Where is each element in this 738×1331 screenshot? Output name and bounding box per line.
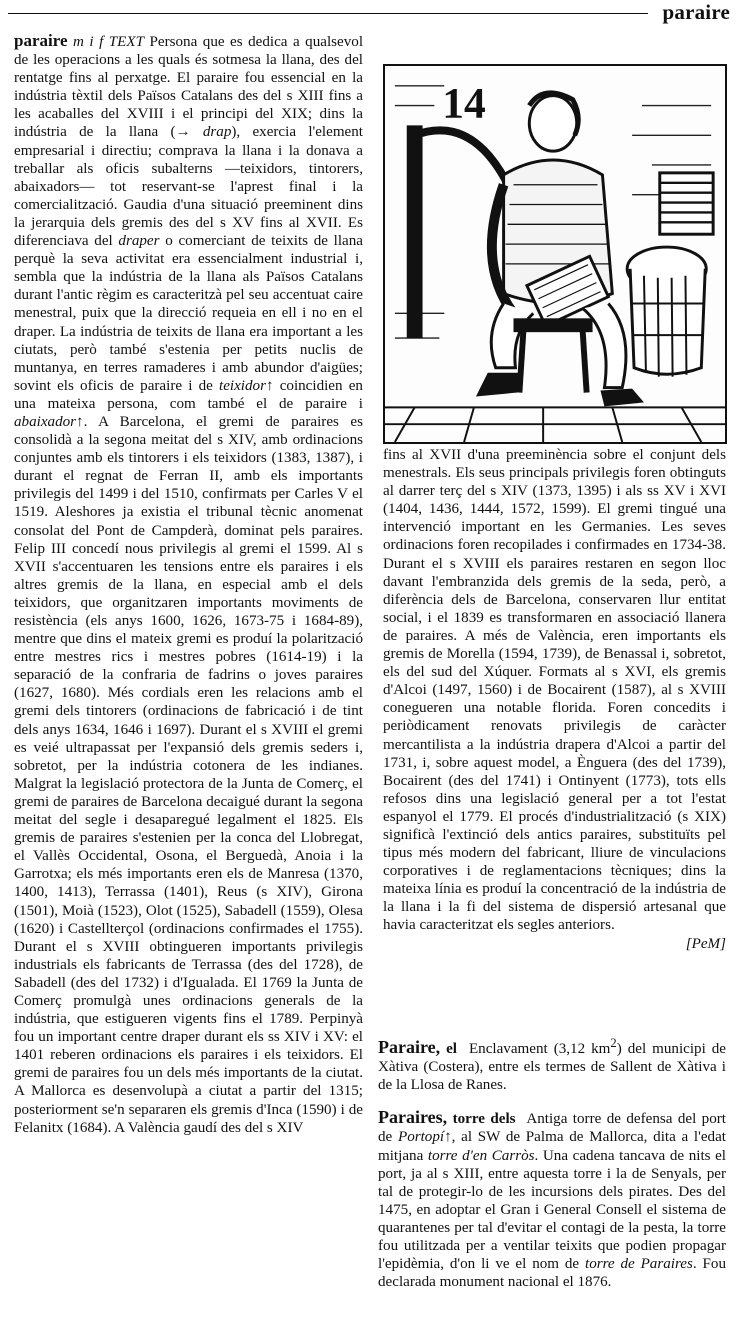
headword-paraire-el: Paraire,: [378, 1037, 441, 1058]
cross-ref-drap: drap: [202, 124, 232, 141]
entry-paraire-el: [378, 1034, 726, 1094]
entry-text: ), exercia l'element empresarial i directiu; comprava la llana i la donava a treballar als oficis subalterns —teixidors, tintorers, abaixadors— tot reservant-se l'aprest final i la comercialització. Gaudia d'una situació preeminent dins la jerarquia dels gremis des del s XV fins al XVII. Es diferenciava del: [14, 124, 363, 250]
entry-text: Enclavament (3,12 km: [468, 1041, 611, 1058]
headword-paraire: paraire: [14, 32, 68, 50]
entry-text: . Fou declarada monument nacional el 1876.: [378, 1256, 726, 1291]
entry-text: . A Barcelona, el gremi de paraires es consolidà a la segona meitat del s XIV, amb ordinacions conjuntes amb els tintorers i els teixidors (1383, 1387), i durant el regnat de Ferran II, amb els importants privilegis del 1499 i del 1510, confirmats per Carles V el 1519. Aleshores ja existia el tribunal tècnic anomenat consolat del Pont de Campderà, dominat pels paraires. Felip III concedí nous privilegis al gremi el 1599. Al s XVII s'accentuaren les tensions entre els paraires i els altres gremis de la llana, en especial amb el dels teixidors, que organitzaren importants moviments de resistència (els anys 1600, 1626, 1673-75 i 1684-89), mentre que dins el mateix gremi es produí la polarització entre mestres rics i mestres pobres (1614-19) i la separació de la confraria de fadrins o joves paraires (1627, 1680). Més cordials eren les relacions amb el gremi dels tintorers (ordinacions de fabricació i de tint dels anys 1634, 1646 i 1697). Durant el s XVIII el gremi es veié ultrapassat per l'expansió dels gremis seders i, sobretot, per la indústria cotonera de les indianes. Malgrat la legislació protectora de la Junta de Comerç, el gremi de paraires de Barcelona decaigué durant la segona meitat del segle i desaparegué legalment el 1825. Els gremis de paraires s'estenien per la conca del Llobregat, el Vallès Occidental, Osona, el Berguedà, Anoia i la Garrotxa; els més importants eren els de Manresa (1370, 1400, 1413), Terrassa (1401), Reus (s XIV), Girona (1501), Moià (1523), Olot (1525), Sabadell (1559), Olesa (1620) i Castellterçol (ordinacions confirmades el 1755). Durant el s XVIII obtingueren importants privilegis industrials els fabricants de Terrassa (des del 1728), de Sabadell (des del 1732) i d'Igualada. El 1769 la Junta de Comerç promulgà unes ordinacions generals de la indústria, que estigueren vigents fins el 1789. Perpinyà fou un important centre draper durant els ss XIV i XV: el 1401 reberen ordinacions els paraires i els teixidors. El gremi de paraires fou un dels més importants de la ciutat. A Mallorca es desenvolupà a ciutat a partir del 1315; posteriorment se'n separaren els gremis d'Inca (1590) i de Felanitx (1684). A València gaudí des del s XIV: [14, 413, 363, 1136]
entry-torre-paraires: [378, 1108, 726, 1291]
left-column: [14, 32, 363, 1328]
right-column-lower: [378, 1034, 726, 1330]
woodcut-paraire-image: [385, 66, 725, 442]
headword-paraires: Paraires,: [378, 1107, 448, 1128]
entry-paraire-continued: fins al XVII d'una preeminència sobre el conjunt dels menestrals. Els seus principals privilegis foren obtinguts al darrer terç del s XIV (1373, 1395) i als ss XV i XVI (1404, 1436, 1444, 1572, 1599). El gremi tingué una intervenció important en les Germanies. Les seves ordinacions foren recopilades i confirmades en 1734-38. Durant el s XVIII els paraires restaren en segon lloc davant l'embranzida dels gremis de la seda, però, a diferència dels de Barcelona, conservaren llur entitat social, i el 1839 es transformaren en associació llanera de paraires. A més de València, eren importants els gremis de Morella (1594, 1739), de Benassal i, sobretot, els del sud del Xúquer. Formats al s XVI, els gremis d'Alcoi (1497, 1560) i de Bocairent (1587), al s XVIII conegueren una notable florida. Foren concedits i periòdicament renovats privilegis de caràcter mercantilista a la indústria drapera d'Alcoi a partir del 1731, i, sobre aquest model, a Ènguera (des del 1739), Bocairent (des del 1741) i Ontinyent (1773), tots ells refosos dins una legislació general per a tot l'estat espanyol el 1779. El procés d'industrialització (s XIX) significà l'extinció dels antics paraires, substituïts pel tipus més modern del fabricant, lliure de vinculacions corporatives i de reglamentacions tècniques; dins la mateixa línia es produí la concentració de la indústria de la llana i la fi del sistema de dispersió artesanal que havia caracteritzat els segles anteriors.: [383, 447, 726, 934]
grammar-label: m i f TEXT: [73, 34, 144, 50]
header-rule: [8, 13, 648, 14]
right-column-upper: [383, 446, 726, 1026]
entry-text: o comerciant de teixits de llana perquè la seva activitat era essencialment industrial i, sembla que la indústria de la llana als Països Catalans durant l'antic règim es caracteritzà pel seu accentuat caire menestral, puix que la direcció requeia en ell i no en el draper. La indústria de teixits de llana era important a les ciutats, però també s'estenia per petits nuclis de muntanya, en terres ramaderes i amb abundor d'aigües; sovint els oficis de paraire i de: [14, 233, 363, 394]
running-head: paraire: [662, 0, 730, 24]
entry-text: coincidien en una mateixa persona, com també el de paraire i: [14, 377, 363, 412]
entry-text: ) del municipi de Xàtiva (Costera), entre els termes de Sallent de Xàtiva i de la Llosa de Ranes.: [378, 1041, 726, 1094]
headword-article: torre dels: [452, 1111, 516, 1128]
author-signature: [PeM]: [685, 935, 726, 952]
cross-ref-draper: draper: [118, 233, 160, 250]
cross-ref-teixidor: teixidor↑: [219, 377, 274, 394]
cross-ref-abaixador: abaixador↑: [14, 413, 84, 430]
entry-text: Persona que es dedica a qualsevol de les operacions a les quals és sotmesa la llana, des del rentatge fins al perxatge. El paraire fou essencial en la indústria tèxtil dels Països Catalans des del s XIII fins a les acaballes del XVIII i el principi del XIX; dins la indústria de la llana (→: [14, 34, 363, 141]
superscript-2: 2: [610, 1036, 617, 1050]
woodcut-illustration: [383, 64, 727, 444]
alt-name-carros: torre d'en Carròs: [427, 1147, 535, 1164]
entry-text: . Una cadena tancava de nits el port, ja al s XIII, entre aquesta torre i la de Senyals, per tal de protegir-lo de les incursions dels pirates. Des del 1475, en adoptar el Gran i General Consell el sistema de quarantenes per tal d'evitar el contagi de la pesta, la torre fou utilitzada per a ventilar teixits que podien propagar l'epidèmia, d'on li ve el nom de: [378, 1147, 726, 1273]
alt-name-paraires: torre de Paraires: [585, 1256, 693, 1273]
entry-text: , al SW de Palma de Mallorca, dita a l'edat mitjana: [378, 1129, 726, 1164]
cross-ref-portopi: Portopí↑: [397, 1129, 452, 1146]
plate-number: 14: [442, 79, 486, 128]
entry-text: Antiga torre de defensa del port de: [378, 1111, 726, 1146]
entry-paraire: [14, 32, 363, 1137]
headword-article: el: [446, 1041, 458, 1058]
